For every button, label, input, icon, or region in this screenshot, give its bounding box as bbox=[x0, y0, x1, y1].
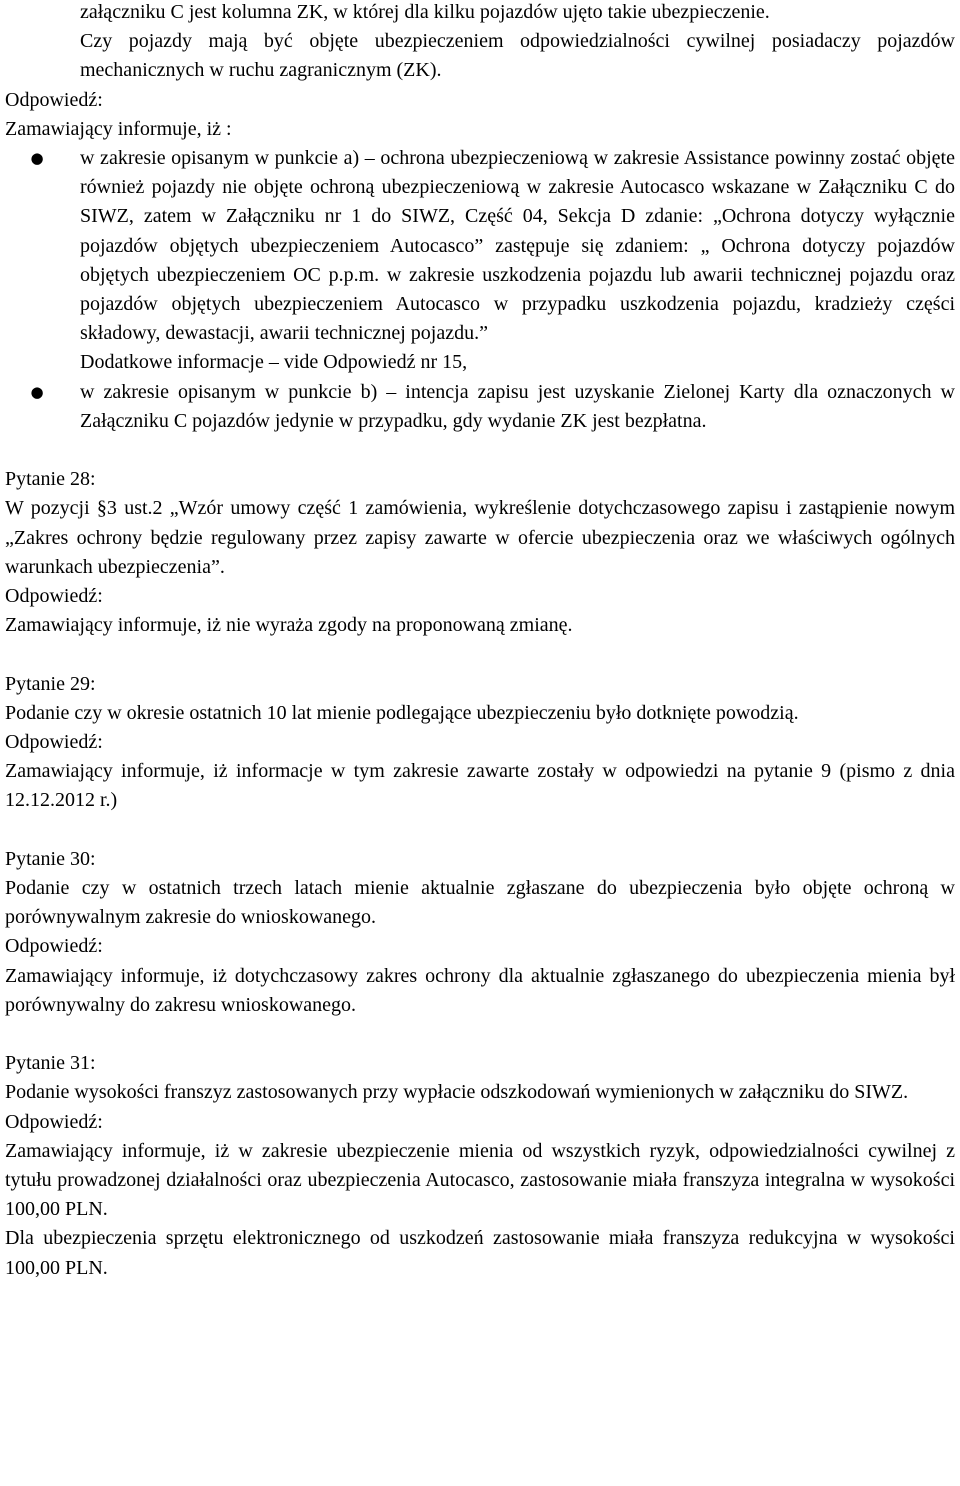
bullet-extra-info: Dodatkowe informacje – vide Odpowiedź nr 15, bbox=[80, 351, 468, 374]
question-title: Pytanie 29: bbox=[5, 672, 96, 695]
spacer bbox=[5, 436, 955, 465]
answer-text: Zamawiający informuje, iż informacje w tym zakresie zawarte zostały w odpowiedzi na pytanie 9 (pismo z dnia 12.12.2012 r.) bbox=[5, 760, 955, 812]
bullet-icon: ● bbox=[30, 149, 44, 168]
question-text: Podanie czy w okresie ostatnich 10 lat mienie podlegające ubezpieczeniu było dotknięte powodzią. bbox=[5, 701, 799, 724]
bullet-text: w zakresie opisanym w punkcie a) – ochrona ubezpieczeniową w zakresie Assistance powinny zostać objęte również pojazdy nie objęte ochroną ubezpieczeniową w zakresie Autocasco wskazane w Załączniku C do SIWZ, zatem w Załączniku nr 1 do SIWZ, Część 04, Sekcja D zdanie: „Ochrona dotyczy wyłącznie pojazdów objętych ubezpieczeniem Autocasco” zastępuje się zdaniem: „ Ochrona dotyczy pojazdów objętych ubezpieczeniem OC p.p.m. w zakresie uszkodzenia pojazdu lub awarii technicznej pojazdu oraz pojazdów objętych ubezpieczeniem Autocasco w przypadku uszkodzenia pojazdu, kradzieży części składowy, dewastacji, awarii technicznej pojazdu.” bbox=[80, 147, 955, 345]
question-section bbox=[5, 1049, 955, 1283]
bullet-item bbox=[5, 144, 955, 378]
question-title: Pytanie 28: bbox=[5, 468, 96, 491]
spacer bbox=[5, 1020, 955, 1049]
question-text: Podanie wysokości franszyz zastosowanych przy wypłacie odszkodowań wymienionych w załączniku do SIWZ. bbox=[5, 1081, 909, 1104]
intro-question: Czy pojazdy mają być objęte ubezpieczeniem odpowiedzialności cywilnej posiadaczy pojazdów mechanicznych w ruchu zagranicznym (ZK). bbox=[80, 30, 955, 82]
bullet-text: w zakresie opisanym w punkcie b) – intencja zapisu jest uzyskanie Zielonej Karty dla oznaczonych w Załączniku C pojazdów jedynie w przypadku, gdy wydanie ZK jest bezpłatna. bbox=[80, 380, 955, 432]
intro-block bbox=[5, 0, 955, 86]
answer-intro: Zamawiający informuje, iż : bbox=[5, 117, 232, 140]
answer-label: Odpowiedź: bbox=[5, 935, 103, 958]
bullet-icon: ● bbox=[30, 382, 44, 401]
answer-text: Zamawiający informuje, iż w zakresie ubezpieczenie mienia od wszystkich ryzyk, odpowiedzialności cywilnej z tytułu prowadzonej działalności oraz ubezpieczenia Autocasco, zastosowanie miała franszyza integralna w wysokości 100,00 PLN. bbox=[5, 1139, 955, 1221]
answer-bullet-list bbox=[5, 144, 955, 436]
question-title: Pytanie 31: bbox=[5, 1052, 96, 1075]
answer-label: Odpowiedź: bbox=[5, 585, 103, 608]
answer-text: Zamawiający informuje, iż nie wyraża zgody na proponowaną zmianę. bbox=[5, 614, 573, 637]
answer-label: Odpowiedź: bbox=[5, 1110, 103, 1133]
document-page bbox=[5, 0, 955, 1283]
spacer bbox=[5, 816, 955, 845]
question-text: Podanie czy w ostatnich trzech latach mienie aktualnie zgłaszane do ubezpieczenia było objęte ochroną w porównywalnym zakresie do wnioskowanego. bbox=[5, 877, 955, 929]
question-section bbox=[5, 845, 955, 1020]
intro-text: załączniku C jest kolumna ZK, w której dla kilku pojazdów ujęto takie ubezpieczenie. bbox=[80, 1, 770, 23]
answer-label: Odpowiedź: bbox=[5, 88, 103, 111]
answer-text: Dla ubezpieczenia sprzętu elektronicznego od uszkodzeń zastosowanie miała franszyza redukcyjna w wysokości 100,00 PLN. bbox=[5, 1227, 955, 1279]
question-title: Pytanie 30: bbox=[5, 847, 96, 870]
answer-label: Odpowiedź: bbox=[5, 731, 103, 754]
answer-text: Zamawiający informuje, iż dotychczasowy zakres ochrony dla aktualnie zgłaszanego do ubezpieczenia mienia był porównywalny do zakresu wnioskowanego. bbox=[5, 964, 955, 1016]
spacer bbox=[5, 640, 955, 669]
bullet-item bbox=[5, 378, 955, 436]
question-section bbox=[5, 465, 955, 640]
question-text: W pozycji §3 ust.2 „Wzór umowy część 1 zamówienia, wykreślenie dotychczasowego zapisu i zastąpienie nowym „Zakres ochrony będzie regulowany przez zapisy zawarte w ofercie ubezpieczenia oraz we właściwych ogólnych warunkach ubezpieczenia”. bbox=[5, 497, 955, 578]
question-section bbox=[5, 670, 955, 816]
